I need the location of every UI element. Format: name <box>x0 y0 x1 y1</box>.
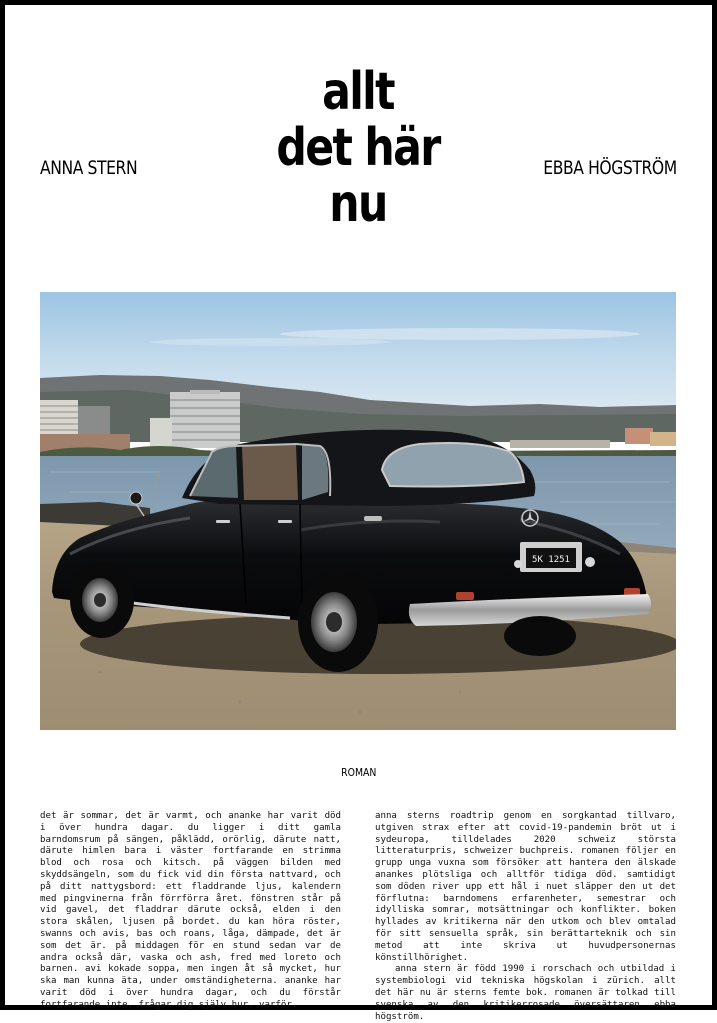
author-bio-paragraph: anna stern är född 1990 i rorschach och utbildad i systembiologi vid tekniska högskolan i zürich. allt det här nu är sterns femte bok. romanen är tolkad till svenska av den kritikerrosade översättaren ebba högström. <box>375 964 676 1022</box>
blurb-column <box>375 811 676 1023</box>
excerpt-paragraph: det är sommar, det är varmt, och ananke har varit död i över hundra dagar. du ligger i ditt gamla barndomsrum på sängen, påklädd, orörlig, därute natt, därute himlen bara i väster fortfarande en strimma blod och rosa och kitsch. på väggen bilden med skyddsängeln, som du fick vid din första nattvard, och på ditt nattygsbord: ett fladdrande ljus, kalendern med pingvinerna från förrförra året. fönstren står på vid gavel, det fladdrar därute också, elden i den stora skålen, ljusen på bordet. du kan höra röster, swanns och avis, bas och roans, låga, dämpade, det är som det är. på middagen för en stund sedan var de andra också där, vaska och ash, fred med loreto och barnen. avi kokade soppa, men ingen åt så mycket, hur ska man kunna äta, under omständigheterna. ananke har varit död i över hundra dagar, och du förstår fortfarande inte, frågar dig själv hur, varför. <box>40 811 341 1010</box>
genre-label: ROMAN <box>340 766 377 779</box>
title-line-2: det här <box>276 118 440 178</box>
blurb-paragraph: anna sterns roadtrip genom en sorgkantad tillvaro, utgiven strax efter att covid-19-pandemin bröt ut i sydeuropa, tilldelades 2020 schweiz största litteraturpris, schweizer buchpreis. romanen följer en grupp unga vuxna som försöker att hantera den älskade anankes plötsliga och alltför tidiga död. samtidigt som döden river upp ett hål i nuet släpper den ut det förflutna: barndomens erfarenheter, semestrar och idylliska somrar, motsättningar och konflikter. boken hyllades av kritikerna när den utkom och blev omtalad för sitt sensuella språk, sin berättarteknik och sin metod att inte skriva ut huvudpersonernas könstillhörighet. <box>375 811 676 963</box>
window <box>242 444 298 500</box>
title-line-1: allt <box>322 62 394 122</box>
rear-wheel <box>298 572 378 672</box>
excerpt-column <box>40 811 341 1012</box>
front-wheel <box>70 562 134 638</box>
author-name: ANNA STERN <box>40 157 138 179</box>
book-title <box>235 64 481 232</box>
title-line-3: nu <box>329 174 387 234</box>
building <box>625 428 653 444</box>
cover-photo <box>40 292 676 730</box>
translator-name: EBBA HÖGSTRÖM <box>543 157 677 179</box>
plate-text: 5K 1251 <box>532 555 570 565</box>
